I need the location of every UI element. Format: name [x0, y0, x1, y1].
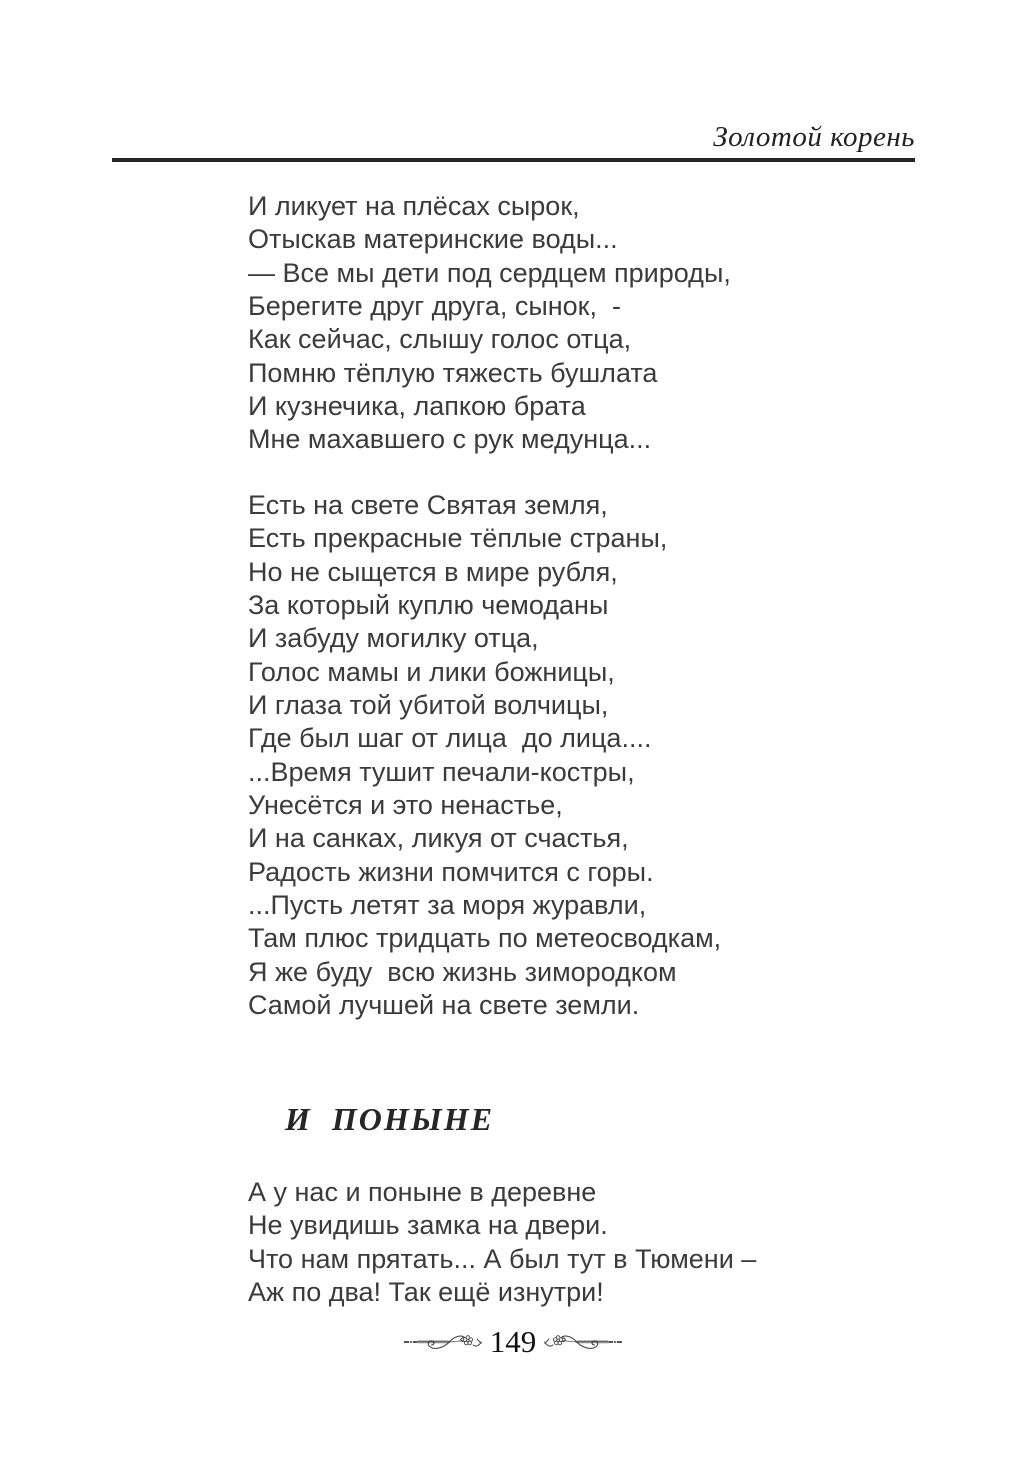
poem-line: Помню тёплую тяжесть бушлата [248, 357, 658, 388]
poem-stanza-2 [248, 489, 721, 1023]
poem-line: И кузнечика, лапкою брата [248, 391, 586, 422]
flourish-ornament-left [404, 1327, 482, 1357]
poem-line: Унесётся и это ненастье, [248, 790, 563, 821]
poem-line: Как сейчас, слышу голос отца, [248, 324, 632, 355]
poem-line: Самой лучшей на свете земли. [248, 990, 640, 1021]
poem-line: Отыскав материнские воды... [248, 224, 618, 255]
poem-line: Есть прекрасные тёплые страны, [248, 523, 668, 554]
poem-title: И ПОНЫНЕ [285, 1101, 495, 1137]
poem-line: За который куплю чемоданы [248, 590, 609, 621]
poem-line: Что нам прятать... А был тут в Тюмени – [248, 1243, 757, 1274]
poem-line: Голос мамы и лики божницы, [248, 656, 615, 687]
poem-line: Не увидишь замка на двери. [248, 1210, 608, 1241]
flourish-ornament-right [544, 1327, 622, 1357]
poem-line: Есть на свете Святая земля, [248, 490, 608, 520]
poem-line: ...Пусть летят за моря журавли, [248, 890, 647, 921]
poem-line: И глаза той убитой волчицы, [248, 690, 609, 721]
page-number: 149 [489, 1324, 537, 1359]
page-footer [0, 1326, 1026, 1357]
poem-line: А у нас и поныне в деревне [248, 1177, 597, 1207]
poem-line: Где был шаг от лица до лица.... [248, 723, 652, 754]
poem-line: ...Время тушит печали-костры, [248, 756, 635, 787]
poem-line: — Все мы дети под сердцем природы, [248, 257, 731, 288]
poem-stanza-3 [248, 1176, 756, 1309]
poem-line: Но не сыщется в мире рубля, [248, 556, 618, 587]
poem-line: Радость жизни помчится с горы. [248, 856, 654, 887]
poem-line: И ликует на плёсах сырок, [248, 191, 580, 221]
poem-line: И на санках, ликуя от счастья, [248, 823, 629, 854]
poem-line: Я же буду всю жизнь зимородком [248, 956, 677, 987]
poem-line: Там плюс тридцать по метеосводкам, [248, 923, 722, 954]
poem-line: Берегите друг друга, сынок, - [248, 291, 621, 322]
header-rule [112, 158, 915, 162]
poem-line: Мне махавшего с рук медунца... [248, 424, 652, 455]
poem-line: И забуду могилку отца, [248, 623, 539, 654]
running-head: Золотой корень [713, 121, 915, 153]
poem-stanza-1 [248, 190, 731, 457]
poem-line: Аж по два! Так ещё изнутри! [248, 1277, 604, 1308]
